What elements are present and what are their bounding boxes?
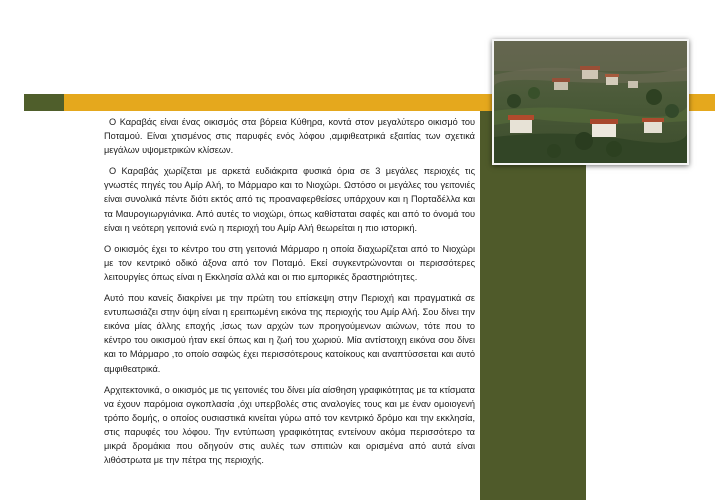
paragraph-neighborhoods: Ο Καραβάς χωρίζεται με αρκετά ευδιάκριτα φυσικά όρια σε 3 μεγάλες περιοχές τις γνωστές πηγές του Αμίρ Αλή, το Μάρμαρο και το Νιοχώρι. Ωστόσο οι μεγάλες του γειτονιές είναι συνολικά πέντε διότι εκτός από τις προαναφερθείσες υπάρχουν και η Πορταδέλλα και τα Μαυρογιωργιάνικα. Από αυτές το νιοχώρι, όπως καθίσταται σαφές και από το όνομά του είναι η νεότερη γειτονιά ενώ η περιοχή του Αμίρ Αλή θεωρείται η πιο ιστορική. [104,166,475,233]
paragraph-first-visit: Αυτό που κανείς διακρίνει με την πρώτη του επίσκεψη στην Περιοχή και πραγματικά σε εντυπωσιάζει στην όψη είναι η ερειπωμένη εικόνα της περιοχής του Αμίρ Αλή. Σου δίνει την εικόνα μίας άλλης εποχής ,ίσως των αρχών των προηγούμενων αιώνων, τότε που το κέντρο του οικισμού ήταν εκεί όπως και η ζωή του χωριού. Μία αντίστοιχη εικόνα σου δίνει και το Μάρμαρο ,το οποίο σαφώς έχει περισσότερους κατοίκους και αναπτύσσεται και αυτό αμφιθεατρικά. [104,293,475,374]
header-band-dark [24,94,64,111]
paragraph-center: Ο οικισμός έχει το κέντρο του στη γειτονιά Μάρμαρο η οποία διαχωρίζεται από το Νιοχώρι με τον κεντρικό οδικό άξονα από τον Ποταμό. Εκεί συγκεντρώνονται οι περισσότερες λειτουργίες όπως είναι η Εκκλησία αλλά και οι πιο εμπορικές δραστηριότητες. [104,243,475,282]
paragraph-architecture: Αρχιτεκτονικά, ο οικισμός με τις γειτονιές του δίνει μία αίσθηση γραφικότητας με τα κτίσματα να έχουν παρόμοια ογκοπλασία ,όχι υπερβολές στις αναλογίες τους και με έναν ομοιογενή τρόπο δομής, ο οποίος ουσιαστικά κινείται γύρω από τον κεντρικό δρόμο και την εκκλησία, στις παρυφές του λόφου. Την εντύπωση γραφικότητας εντείνουν ακόμα περισσότερο τα μικρά δρομάκια που οδηγούν στις αυλές των σπιτιών και ορισμένα από αυτά είναι λιθόστρωτα με την πέτρα της περιοχής. [104,384,475,466]
village-hillside-photo [492,39,689,165]
side-panel [480,111,586,500]
article-body [104,115,475,474]
paragraph-intro: Ο Καραβάς είναι ένας οικισμός στα βόρεια Κύθηρα, κοντά στον μεγαλύτερο οικισμό του Ποταμού. Είναι χτισμένος στις παρυφές ενός λόφου ,αμφιθεατρικά εξαιτίας των σχετικά μεγάλων υψομετρικών κλίσεων. [104,117,475,156]
